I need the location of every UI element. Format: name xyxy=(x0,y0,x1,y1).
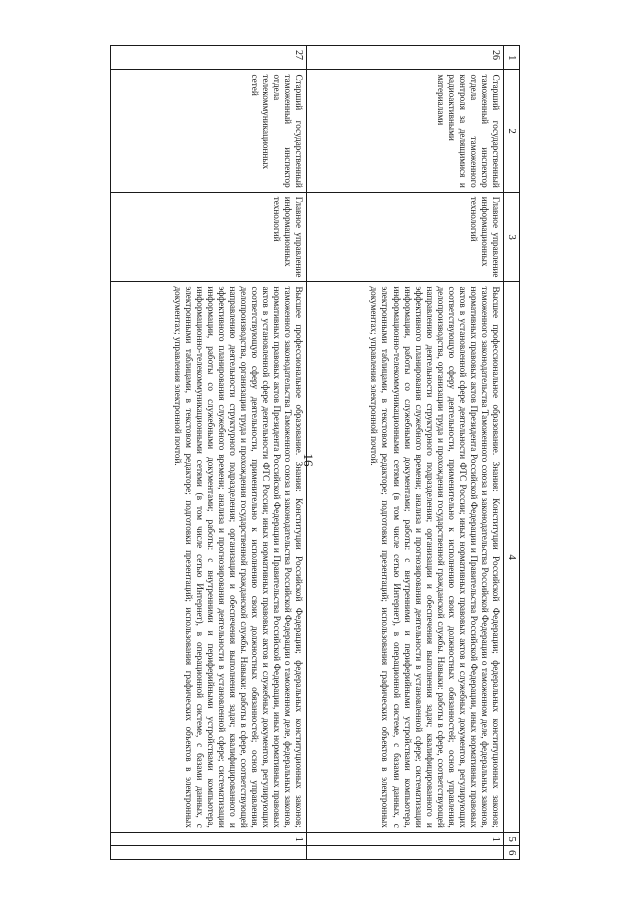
header-col-4: 4 xyxy=(503,282,519,832)
table-row xyxy=(111,46,307,860)
page-number: 16 xyxy=(301,453,316,467)
row-number: 27 xyxy=(111,46,307,70)
table-row xyxy=(307,46,503,860)
header-col-3: 3 xyxy=(503,192,519,282)
positions-table xyxy=(110,45,520,860)
header-col-1: 1 xyxy=(503,46,519,70)
col5-value: 1 xyxy=(111,832,307,846)
header-col-5: 5 xyxy=(503,832,519,846)
qualification-requirements: Высшее профессиональное образование. Знания: Конституции Российской Федерации; федеральных конституционных законов; таможенного законодательства Таможенного союза и законодательства Российской Федерации о таможенном деле, федеральных законов, нормативных правовых актов Президента Российской Федерации и Правительства Российской Федерации, иных нормативных правовых актов в установленной сфере деятельности ФТС России; иных нормативных правовых актов и служебных документов, регулирующих соответствующую сферу деятельности, применительно к исполнению своих должностных обязанностей; основ управления, делопроизводства, организации труда и прохождения государственной гражданской службы. Навыки: работы в сфере, соответствующей направлению деятельности структурного подразделения; организации и обеспечения выполнения задач; квалифицированного и эффективного планирования служебного времени; анализа и прогнозирования деятельности в установленной сфере; систематизации информации, работы со служебными документами; работы: с внутренними и периферийными устройствами компьютера, информационно-телекоммуникационными сетями (в том числе сетью Интернет), в операционной системе, с базами данных, с электронными таблицами, в текстовом редакторе; подготовки презентаций; использования графических объектов в электронных документах; управления электронной почтой. xyxy=(307,282,503,832)
department-name: Главное управление информационных технологий xyxy=(307,192,503,282)
position-title: Старший государственный таможенный инспектор отдела таможенного контроля за делящимися и радиоактивными материалами xyxy=(307,70,503,192)
row-number: 26 xyxy=(307,46,503,70)
col6-value xyxy=(307,846,503,860)
header-col-2: 2 xyxy=(503,70,519,192)
col6-value xyxy=(111,846,307,860)
qualification-requirements: Высшее профессиональное образование. Знания: Конституции Российской Федерации; федеральных конституционных законов; таможенного законодательства Таможенного союза и законодательства Российской Федерации о таможенном деле, федеральных законов, нормативных правовых актов Президента Российской Федерации и Правительства Российской Федерации, иных нормативных правовых актов в установленной сфере деятельности ФТС России; иных нормативных правовых актов и служебных документов, регулирующих соответствующую сферу деятельности, применительно к исполнению своих должностных обязанностей; основ управления, делопроизводства, организации труда и прохождения государственной гражданской службы. Навыки: работы в сфере, соответствующей направлению деятельности структурного подразделения; организации и обеспечения выполнения задач; квалифицированного и эффективного планирования служебного времени; анализа и прогнозирования деятельности в установленной сфере; систематизации информации, работы со служебными документами; работы: с внутренними и периферийными устройствами компьютера, информационно-телекоммуникационными сетями (в том числе сетью Интернет), в операционной системе, с базами данных, с электронными таблицами, в текстовом редакторе; подготовки презентаций; использования графических объектов в электронных документах; управления электронной почтой. xyxy=(111,282,307,832)
header-col-6: 6 xyxy=(503,846,519,860)
col5-value: 1 xyxy=(307,832,503,846)
rotated-table-container xyxy=(110,45,520,860)
header-row xyxy=(503,46,519,860)
department-name: Главное управление информационных технологий xyxy=(111,192,307,282)
position-title: Старший государственный таможенный инспектор отдела телекоммуникационных сетей xyxy=(111,70,307,192)
